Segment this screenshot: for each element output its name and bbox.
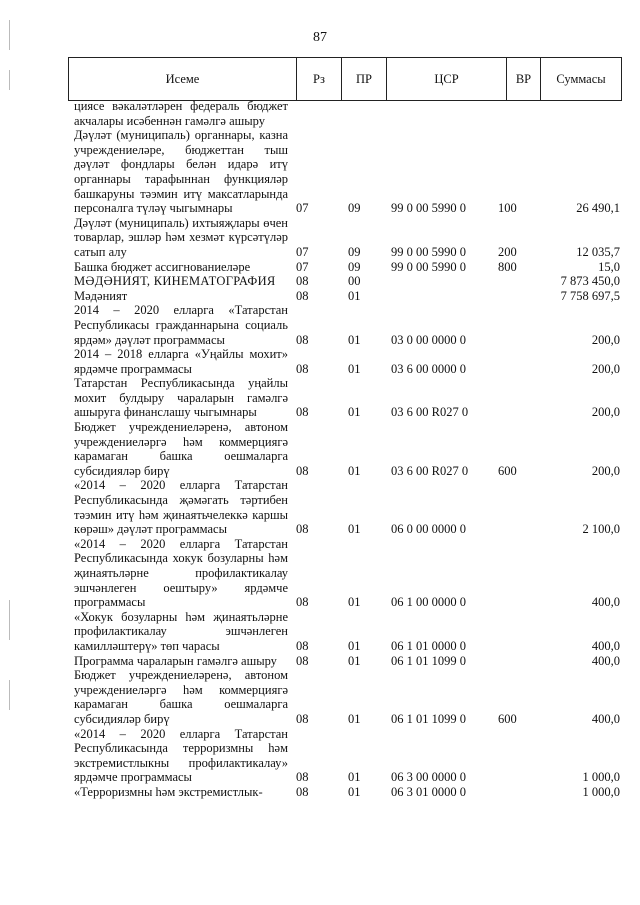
row-csr: 03 0 00 0000 0 xyxy=(391,332,466,347)
table-row xyxy=(74,216,620,260)
row-rz: 08 xyxy=(296,405,309,420)
row-name: Дәүләт (муниципаль) органнары, казна учреждениеләре, бюджеттан тыш дәүләт фондлары белән идарә итү органнары тарафыннан функцияләр башкаруны тәэмин итү максатларында персоналга түләү чыгымнары xyxy=(74,128,288,216)
row-pr: 00 xyxy=(348,274,361,289)
row-sum: 1 000,0 xyxy=(582,784,620,799)
row-pr: 01 xyxy=(348,711,361,726)
row-name: Башка бюджет ассигнованиеләре xyxy=(74,259,251,274)
table-row xyxy=(74,610,620,654)
row-sum: 15,0 xyxy=(598,259,620,274)
row-pr: 01 xyxy=(348,653,361,668)
row-csr: 03 6 00 R027 0 xyxy=(391,405,469,420)
row-name: «2014 – 2020 елларга Татарстан Республикасында хокук бозуларны һәм җинаятьләрне профилактикалау эшчәнлеген оештыру» ярдәмче программасы xyxy=(74,536,288,610)
row-rz: 08 xyxy=(296,638,309,653)
row-sum: 200,0 xyxy=(591,332,620,347)
table-row xyxy=(74,727,620,785)
row-name: Бюджет учреждениеләренә, автоном учреждениеләргә һәм коммерциягә карамаган башка оешмаларга субсидияләр бирү xyxy=(74,420,288,478)
row-rz: 08 xyxy=(296,595,309,610)
row-csr: 99 0 00 5990 0 xyxy=(391,259,466,274)
row-name: «2014 – 2020 елларга Татарстан Республикасында җәмәгать тәртибен тәэмин итү һәм җинаятьчелеккә каршы көрәш» дәүләт программасы xyxy=(74,478,288,537)
header-pr: ПР xyxy=(342,58,387,100)
margin-marks xyxy=(8,0,11,905)
row-sum: 200,0 xyxy=(591,361,620,376)
row-pr: 01 xyxy=(348,522,361,537)
row-pr: 09 xyxy=(348,259,361,274)
row-name: Программа чараларын гамәлгә ашыру xyxy=(74,653,277,668)
table-row xyxy=(74,376,620,420)
row-pr: 01 xyxy=(348,288,361,303)
row-csr: 06 1 01 0000 0 xyxy=(391,638,466,653)
table-body xyxy=(74,99,620,800)
row-csr: 06 3 01 0000 0 xyxy=(391,784,466,799)
row-name: Мәдәният xyxy=(74,288,128,303)
row-name: «Терроризмны һәм экстремистлык- xyxy=(74,784,263,799)
row-rz: 07 xyxy=(296,244,309,259)
row-sum: 200,0 xyxy=(591,463,620,478)
row-rz: 08 xyxy=(296,784,309,799)
row-csr: 99 0 00 5990 0 xyxy=(391,244,466,259)
row-csr: 03 6 00 0000 0 xyxy=(391,361,466,376)
row-rz: 07 xyxy=(296,201,309,216)
row-rz: 07 xyxy=(296,259,309,274)
row-sum: 2 100,0 xyxy=(582,522,620,537)
header-rz: Рз xyxy=(297,58,342,100)
row-name: «Хокук бозуларны һәм җинаятьләрне профилактикалау эшчәнлеген камилләштерү» төп чарасы xyxy=(74,609,288,653)
row-vr: 200 xyxy=(498,244,517,259)
row-rz: 08 xyxy=(296,361,309,376)
header-vr: ВР xyxy=(507,58,541,100)
row-pr: 09 xyxy=(348,244,361,259)
row-sum: 400,0 xyxy=(591,638,620,653)
row-pr: 01 xyxy=(348,463,361,478)
row-name: 2014 – 2020 елларга «Татарстан Республикасы гражданнарына социаль ярдәм» дәүләт программасы xyxy=(74,303,288,347)
table-row xyxy=(74,274,620,289)
row-rz: 08 xyxy=(296,274,309,289)
row-pr: 01 xyxy=(348,770,361,785)
row-pr: 01 xyxy=(348,405,361,420)
row-rz: 08 xyxy=(296,332,309,347)
table-row xyxy=(74,654,620,669)
row-sum: 7 873 450,0 xyxy=(560,274,620,289)
table-row xyxy=(74,785,620,800)
row-vr: 800 xyxy=(498,259,517,274)
row-sum: 7 758 697,5 xyxy=(560,288,620,303)
row-sum: 400,0 xyxy=(591,595,620,610)
row-name: «2014 – 2020 елларга Татарстан Республикасында терроризмны һәм экстремистлыкны профилактикалау» ярдәмче программасы xyxy=(74,726,288,785)
row-csr: 06 1 00 0000 0 xyxy=(391,595,466,610)
row-sum: 400,0 xyxy=(591,711,620,726)
row-pr: 09 xyxy=(348,201,361,216)
table-row xyxy=(74,260,620,275)
row-sum: 12 035,7 xyxy=(576,244,620,259)
table-row xyxy=(74,537,620,610)
row-pr: 01 xyxy=(348,784,361,799)
table-row xyxy=(74,420,620,478)
header-name: Исеме xyxy=(69,58,297,100)
row-name: Татарстан Республикасында уңайлы мохит булдыру чараларын гамәлгә ашыруга финанслашу чыгымнары xyxy=(74,376,288,420)
row-pr: 01 xyxy=(348,361,361,376)
row-vr: 600 xyxy=(498,711,517,726)
table-row xyxy=(74,128,620,216)
row-name: Дәүләт (муниципаль) ихтыяҗлары өчен товарлар, эшләр һәм хезмәт күрсәтүләр сатып алу xyxy=(74,215,288,259)
table-row xyxy=(74,668,620,726)
row-name: Бюджет учреждениеләренә, автоном учреждениеләргә һәм коммерциягә карамаган башка оешмаларга субсидияләр бирү xyxy=(74,668,288,726)
row-csr: 06 3 00 0000 0 xyxy=(391,770,466,785)
row-sum: 1 000,0 xyxy=(582,770,620,785)
row-name: 2014 – 2018 елларга «Уңайлы мохит» ярдәмче программасы xyxy=(74,347,288,376)
row-csr: 03 6 00 R027 0 xyxy=(391,463,469,478)
row-rz: 08 xyxy=(296,653,309,668)
row-rz: 08 xyxy=(296,711,309,726)
header-sum: Суммасы xyxy=(556,71,606,86)
row-vr: 600 xyxy=(498,463,517,478)
table-header xyxy=(68,57,622,101)
row-csr: 06 1 01 1099 0 xyxy=(391,711,466,726)
table-row xyxy=(74,478,620,536)
table-row xyxy=(74,99,620,128)
row-rz: 08 xyxy=(296,522,309,537)
row-rz: 08 xyxy=(296,288,309,303)
row-name: циясе вәкаләтләрен федераль бюджет акчалары исәбеннән гамәлгә ашыру xyxy=(74,99,288,128)
row-sum: 200,0 xyxy=(591,405,620,420)
row-csr: 06 1 01 1099 0 xyxy=(391,653,466,668)
row-pr: 01 xyxy=(348,332,361,347)
table-row xyxy=(74,289,620,304)
table-row xyxy=(74,347,620,376)
row-sum: 26 490,1 xyxy=(576,201,620,216)
row-rz: 08 xyxy=(296,463,309,478)
row-pr: 01 xyxy=(348,638,361,653)
row-sum: 400,0 xyxy=(591,653,620,668)
row-name: МӘДӘНИЯТ, КИНЕМАТОГРАФИЯ xyxy=(74,274,276,289)
row-pr: 01 xyxy=(348,595,361,610)
row-csr: 99 0 00 5990 0 xyxy=(391,201,466,216)
table-row xyxy=(74,303,620,347)
row-csr: 06 0 00 0000 0 xyxy=(391,522,466,537)
row-vr: 100 xyxy=(498,201,517,216)
page-number: 87 xyxy=(313,30,327,45)
header-csr: ЦСР xyxy=(387,58,507,100)
row-rz: 08 xyxy=(296,770,309,785)
